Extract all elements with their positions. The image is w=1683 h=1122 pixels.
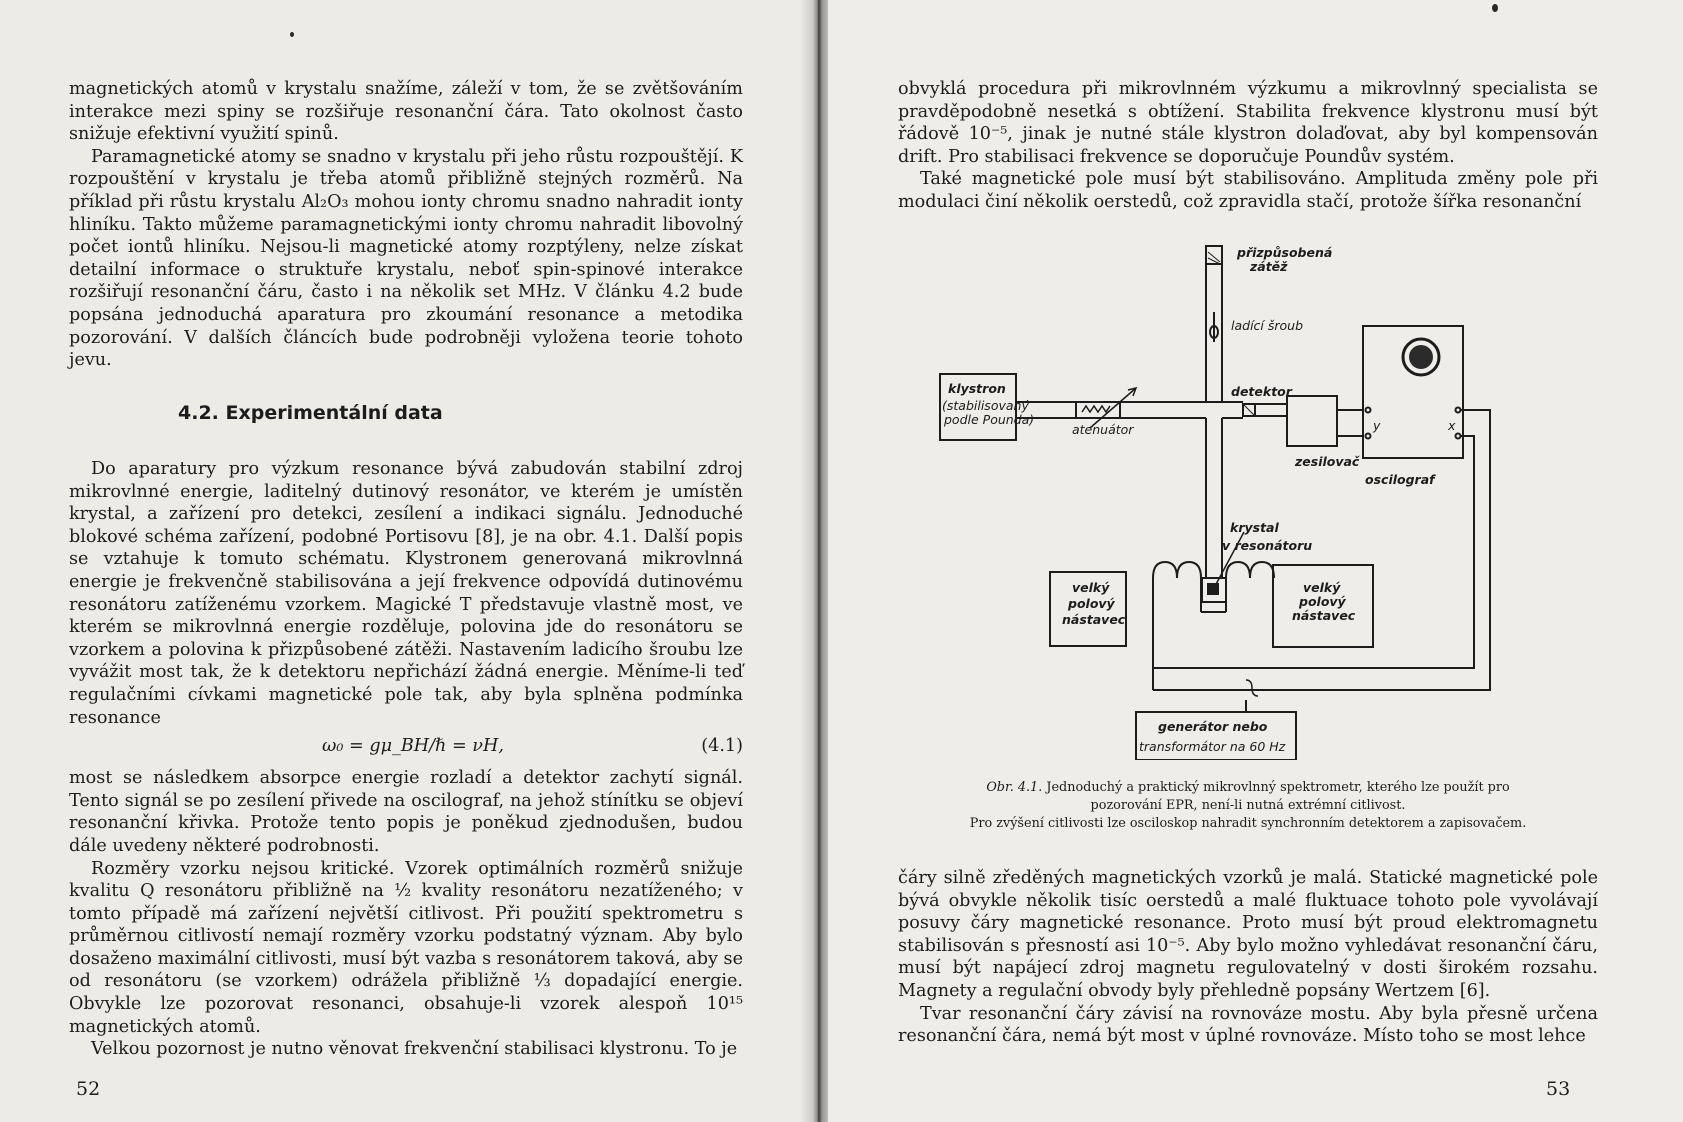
label-amplifier: zesilovač [1295,454,1360,469]
right-page [828,0,1683,1122]
right-text-bottom [898,867,1598,1048]
label-pole-right-3: nástavec [1292,608,1356,623]
paragraph: magnetických atomů v krystalu snažíme, záleží v tom, že se zvětšováním interakce mezi spiny se rozšiřuje resonanční čára. Tato okolnost často snižuje efektivní využití spinů. [69,79,743,145]
label-detector: detektor [1231,384,1292,399]
label-x: x [1448,418,1456,433]
left-text-top [69,78,743,372]
paragraph: Paramagnetické atomy se snadno v krystalu při jeho růstu rozpouštějí. K rozpouštění v krystalu je třeba atomů přibližně stejných rozměrů. Na příklad při růstu krystalu Al₂O₃ mohou ionty chromu snadno nahradit ionty hliníku. Takto můžeme paramagnetickými ionty chromu nahradit libovolný počet iontů hliníku. Nejsou-li magnetické atomy rozptýleny, nelze získat detailní informace o struktuře krystalu, neboť spin-spinové interakce rozšiřují resonanční čáru, často i na několik set MHz. V článku 4.2 bude popsána jednoduchá aparatura pro zkoumání resonance a metodika pozorování. V dalších článcích bude podrobněji vyložena teorie tohoto jevu. [69,146,743,371]
label-pole-right: velký [1303,580,1341,595]
left-text-main [69,458,743,1061]
paragraph: most se následkem absorpce energie rozladí a detektor zachytí signál. Tento signál se po zesílení přivede na oscilograf, na jehož stínítku se objeví resonanční křivka. Protože tento popis je poněkud zjednodušen, budou dále uvedeny některé podrobnosti. [69,768,743,856]
paragraph: obvyklá procedura při mikrovlnném výzkumu a mikrovlnný specialista se pravděpodobně nesetká s obtížení. Stabilita frekvence klystronu musí být řádově 10⁻⁵, jinak je nutné stále klystron dolaďovat, aby byl kompensován drift. Pro stabilisaci frekvence se doporučuje Poundův systém. [898,79,1598,167]
label-klystron-3: podle Pounda) [944,412,1035,427]
page-number: 53 [1546,1078,1571,1100]
left-page [0,0,815,1122]
label-generator-2: transformátor na 60 Hz [1139,739,1286,754]
print-speck [1492,4,1498,12]
label-klystron: klystron [948,381,1006,396]
oscillograph-box [1363,326,1463,458]
spectrometer-diagram [828,0,1683,760]
equation-block [69,733,743,761]
label-matched-load: přizpůsobená [1237,245,1333,260]
label-oscillograph: oscilograf [1365,472,1435,487]
equation: ω₀ = gμ_BH/ℏ = νH, [322,736,504,757]
label-y: y [1373,418,1381,433]
caption-line-1 [898,779,1598,797]
paragraph: Velkou pozornost je nutno věnovat frekvenční stabilisaci klystronu. To je [91,1039,738,1060]
print-speck [290,32,294,37]
label-pole-left: velký [1072,580,1110,595]
paragraph: Do aparatury pro výzkum resonance bývá zabudován stabilní zdroj mikrovlnné energie, laditelný dutinový resonátor, ve kterém je umístěn krystal, a zařízení pro detekci, zesílení a indikaci signálu. Jednoduché blokové schéma zařízení, podobné Portisovu [8], je na obr. 4.1. Další popis se vztahuje k tomuto schématu. Klystronem generovaná mikrovlnná energie je frekvenčně stabilisována a její frekvence odpovídá dutinovému resonátoru zatíženému vzorkem. Magické T představuje vlastně most, ve kterém se mikrovlnná energie rozděluje, polovina jde do resonátoru se vzorkem a polovina k přizpůsobené zátěži. Nastavením ladicího šroubu lze vyvážit most tak, že k detektoru nepřichází žádná energie. Měníme-li teď regulačními cívkami magnetické pole tak, aby byla splněna podmínka resonance [69,459,743,728]
paragraph: Tvar resonanční čáry závisí na rovnováze mostu. Aby byla přesně určena resonanční čára, nemá být most v úplné rovnováze. Místo toho se most lehce [898,1003,1598,1047]
section-heading: 4.2. Experimentální data [178,402,443,424]
label-generator: generátor nebo [1158,719,1268,734]
paragraph: čáry silně zředěných magnetických vzorků je malá. Statické magnetické pole bývá obvykle několik tisíc oerstedů a malé fluktuace tohoto pole vyvolávají posuvy čáry magnetické resonance. Proto musí být proud elektromagnetu stabilisován s přesností asi 10⁻⁵. Aby bylo možno vyhledávat resonanční čáru, musí být napájecí zdroj magnetu regulovatelný v dosti širokém rozsahu. Magnety a regulační obvody byly přehledně popsány Wertzem [6]. [898,868,1598,1001]
equation-number: (4.1) [701,736,743,757]
label-matched-load-2: zátěž [1250,259,1288,274]
label-attenuator: atenuátor [1072,422,1134,437]
label-pole-left-2: polový [1068,596,1115,611]
caption-line-3: Pro zvýšení citlivosti lze osciloskop nahradit synchronním detektorem a zapisovačem. [969,816,1527,831]
paragraph: Rozměry vzorku nejsou kritické. Vzorek optimálních rozměrů snižuje kvalitu Q resonátoru přibližně na ½ kvality resonátoru nezatíženého; v tomto případě má zařízení největší citlivost. Při použití spektrometru s průměrnou citlivostí nemají rozměry vzorku podstatný význam. Aby bylo dosaženo maximální citlivosti, musí být vazba s resonátorem taková, aby se od resonátoru (se vzorkem) odrážela přibližně ⅓ dopadající energie. Obvykle lze pozorovat resonanci, obsahuje-li vzorek alespoň 10¹⁵ magnetických atomů. [69,858,743,1037]
figure-caption [898,779,1598,833]
label-crystal-2: v resonátoru [1222,538,1313,553]
amplifier-box [1287,396,1337,446]
page-number: 52 [76,1078,101,1100]
label-klystron-2: (stabilisovaný [942,398,1029,413]
label-crystal: krystal [1230,520,1279,535]
caption-figure-number: Obr. 4.1. [986,780,1043,795]
caption-line-2: pozorování EPR, není-li nutná extrémní citlivost. [1090,798,1406,813]
label-pole-right-2: polový [1299,594,1346,609]
paragraph: Také magnetické pole musí být stabilisováno. Amplituda změny pole při modulaci činí několik oerstedů, což zpravidla stačí, protože šířka resonanční [898,169,1598,212]
caption-line-1-text: Jednoduchý a praktický mikrovlnný spektrometr, kterého lze použít pro [1046,780,1510,795]
label-pole-left-3: nástavec [1062,612,1126,627]
label-tuning-screw: ladící šroub [1231,318,1304,333]
